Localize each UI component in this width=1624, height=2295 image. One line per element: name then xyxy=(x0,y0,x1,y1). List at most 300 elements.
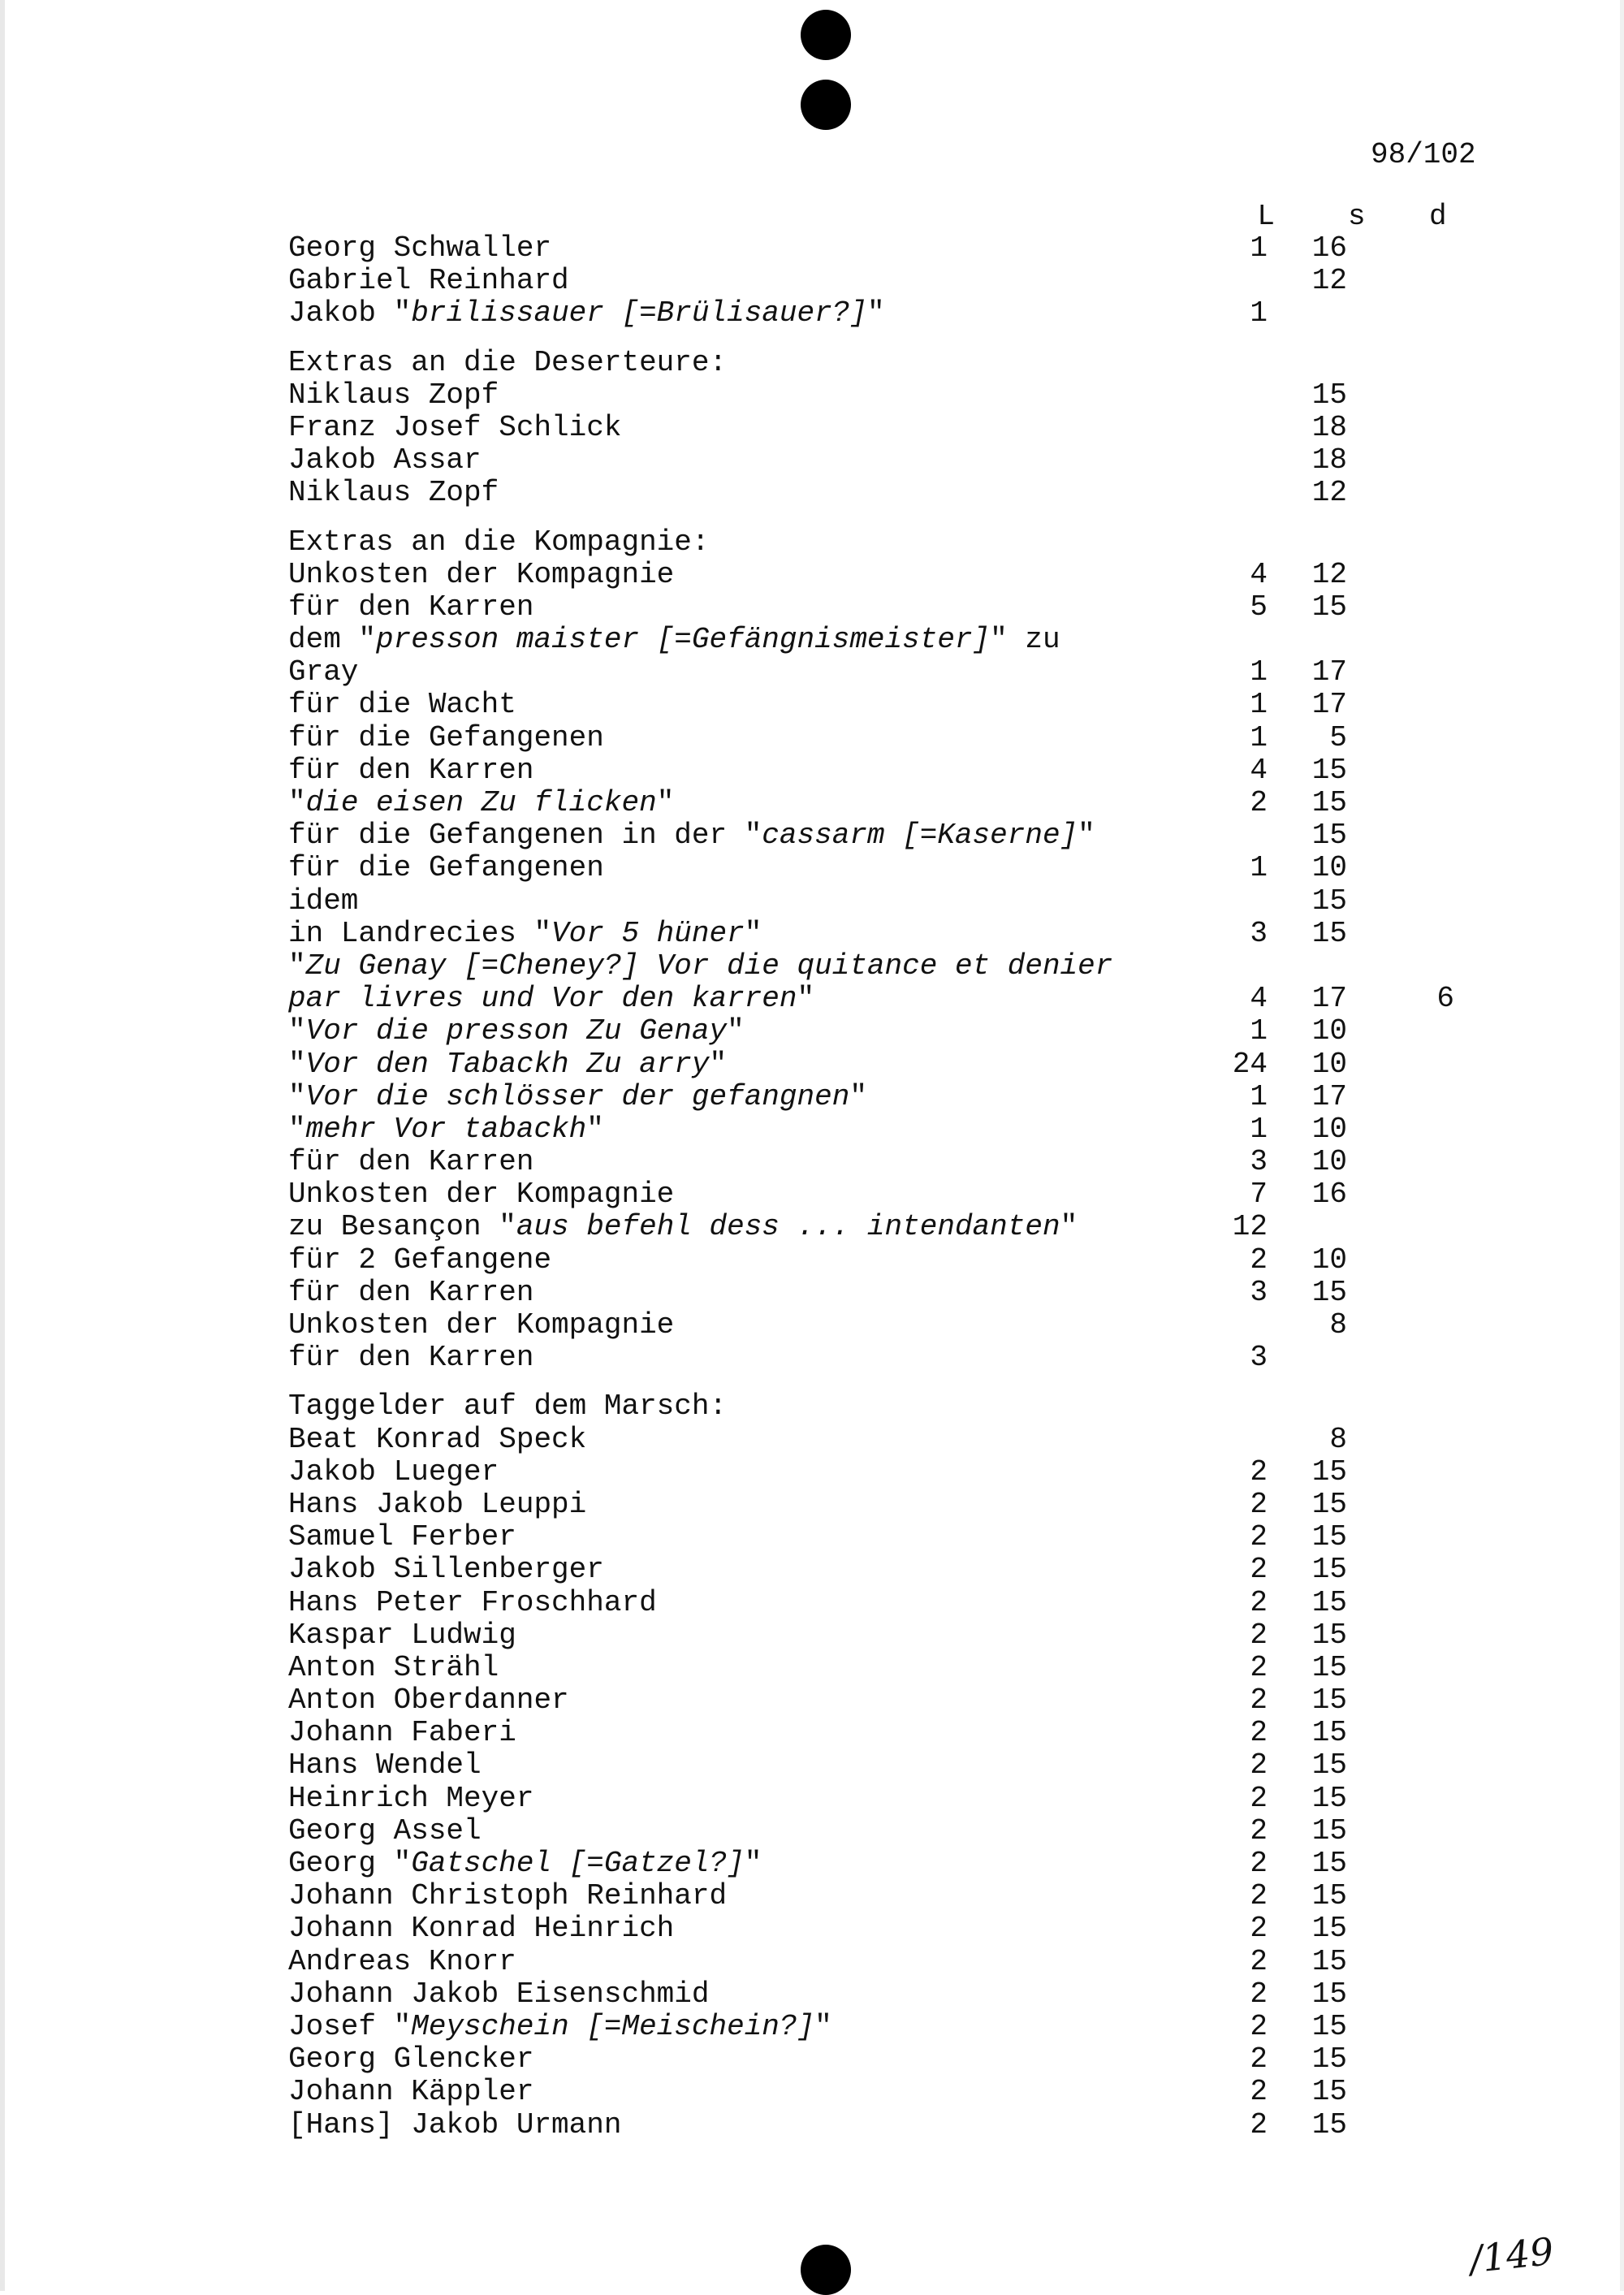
ledger-description xyxy=(288,1424,586,1456)
amount-sols: 10 xyxy=(1311,1014,1347,1048)
amount-livres: 2 xyxy=(1250,1813,1268,1848)
text-segment: Heinrich Meyer xyxy=(288,1781,534,1815)
amount-sols: 17 xyxy=(1311,1079,1347,1113)
amount-sols: 16 xyxy=(1311,1178,1347,1212)
ledger-row xyxy=(288,1554,1506,1586)
amount-livres: 2 xyxy=(1250,1553,1268,1587)
ledger-row xyxy=(288,689,1506,721)
quoted-text-italic: Vor die presson Zu Genay xyxy=(305,1014,728,1048)
ledger-description xyxy=(288,624,1060,656)
amount-livres: 1 xyxy=(1250,1112,1268,1146)
ledger-description xyxy=(288,1113,604,1146)
quoted-text-italic: Vor die schlösser der gefangnen xyxy=(305,1079,850,1113)
amount-sols: 15 xyxy=(1311,2009,1347,2043)
amount-livres: 2 xyxy=(1250,1487,1268,1521)
ledger-row xyxy=(288,2076,1506,2108)
ledger-row xyxy=(288,379,1506,412)
column-header-sols: s xyxy=(1348,200,1366,233)
amount-sols: 15 xyxy=(1311,884,1347,918)
text-segment: " xyxy=(709,1047,728,1081)
text-segment: für den Karren xyxy=(288,1341,534,1375)
text-segment: Gray xyxy=(288,655,359,689)
text-segment: Johann Konrad Heinrich xyxy=(288,1912,675,1946)
ledger-description xyxy=(288,444,482,477)
ledger-description xyxy=(288,265,569,297)
text-segment: " zu xyxy=(990,623,1060,657)
ledger-description xyxy=(288,1309,674,1342)
quoted-text-italic: Zu Genay [=Cheney?] Vor die quitance et denier xyxy=(305,949,1113,983)
text-segment: " xyxy=(288,949,306,983)
ledger-description xyxy=(288,918,762,950)
amount-livres: 2 xyxy=(1250,1944,1268,1978)
text-segment: " xyxy=(288,786,306,819)
amount-sols: 15 xyxy=(1311,1553,1347,1587)
ledger-row xyxy=(288,819,1506,852)
text-segment: Franz Josef Schlick xyxy=(288,410,622,444)
quoted-text-italic: brilissauer [=Brülisauer?] xyxy=(411,296,867,331)
amount-sols: 15 xyxy=(1311,1977,1347,2011)
amount-livres: 1 xyxy=(1250,851,1268,885)
amount-sols: 15 xyxy=(1311,1650,1347,1684)
amount-sols: 15 xyxy=(1311,2107,1347,2142)
amount-sols: 10 xyxy=(1311,851,1347,885)
text-segment: Georg Glencker xyxy=(288,2042,534,2077)
ledger-description xyxy=(288,1717,516,1749)
text-segment: " xyxy=(727,1014,745,1048)
scan-left-edge xyxy=(0,0,5,2291)
ledger-row xyxy=(288,885,1506,918)
text-segment: Johann Käppler xyxy=(288,2075,534,2109)
ledger-row xyxy=(288,1424,1506,1456)
amount-sols: 5 xyxy=(1329,720,1347,754)
text-segment: " xyxy=(849,1079,867,1113)
ledger-row xyxy=(288,787,1506,819)
quoted-text-italic: Vor den Tabackh Zu arry xyxy=(305,1047,710,1081)
text-segment: Jakob " xyxy=(288,296,412,331)
text-segment: " xyxy=(797,982,815,1016)
amount-livres: 2 xyxy=(1250,2075,1268,2109)
ledger-row xyxy=(288,950,1506,983)
ledger-row xyxy=(288,1178,1506,1211)
ledger-row xyxy=(288,1309,1506,1342)
ledger-description xyxy=(288,1815,482,1848)
ledger-description xyxy=(288,1390,727,1423)
amount-livres: 1 xyxy=(1250,296,1268,331)
text-segment: Kaspar Ludwig xyxy=(288,1618,516,1652)
text-segment: für den Karren xyxy=(288,1145,534,1179)
ledger-description xyxy=(288,412,621,444)
ledger-description xyxy=(288,1489,586,1521)
ledger-row xyxy=(288,1244,1506,1277)
amount-sols: 10 xyxy=(1311,1243,1347,1277)
quoted-text-italic: par livres und Vor den karren xyxy=(288,982,797,1016)
ledger-description xyxy=(288,1521,516,1554)
column-header-livres: L xyxy=(1257,200,1275,233)
ledger-description xyxy=(288,950,1112,983)
text-segment: Taggelder auf dem Marsch: xyxy=(288,1390,728,1424)
amount-sols: 15 xyxy=(1311,1748,1347,1783)
currency-column-headers xyxy=(1137,200,1494,232)
amount-sols: 15 xyxy=(1311,1585,1347,1619)
punch-hole-top-1 xyxy=(801,10,851,60)
ledger-description xyxy=(288,885,358,918)
ledger-description xyxy=(288,2043,533,2076)
amount-livres: 2 xyxy=(1250,786,1268,819)
ledger-row xyxy=(288,1880,1506,1912)
text-segment: für die Gefangenen xyxy=(288,851,604,885)
text-segment: Niklaus Zopf xyxy=(288,476,499,510)
text-segment: Johann Faberi xyxy=(288,1716,516,1750)
ledger-description xyxy=(288,1554,604,1586)
amount-livres: 2 xyxy=(1250,1683,1268,1718)
ledger-row xyxy=(288,412,1506,444)
text-segment: " xyxy=(288,1014,306,1048)
ledger-description xyxy=(288,379,499,412)
amount-sols: 15 xyxy=(1311,1813,1347,1848)
amount-livres: 2 xyxy=(1250,1618,1268,1652)
amount-sols: 15 xyxy=(1311,1275,1347,1309)
text-segment: " xyxy=(288,1079,306,1113)
ledger-row xyxy=(288,1146,1506,1178)
text-segment: Niklaus Zopf xyxy=(288,378,499,412)
amount-livres: 24 xyxy=(1232,1047,1268,1081)
text-segment: Jakob Sillenberger xyxy=(288,1553,604,1587)
ledger-row xyxy=(288,559,1506,591)
amount-livres: 2 xyxy=(1250,2009,1268,2043)
amount-livres: 2 xyxy=(1250,1847,1268,1880)
amount-livres: 1 xyxy=(1250,720,1268,754)
amount-sols: 15 xyxy=(1311,2075,1347,2109)
amount-sols: 17 xyxy=(1311,688,1347,722)
amount-livres: 2 xyxy=(1250,2042,1268,2077)
amount-livres: 2 xyxy=(1250,1748,1268,1783)
amount-livres: 1 xyxy=(1250,655,1268,689)
ledger-description xyxy=(288,1978,709,2011)
ledger-row xyxy=(288,526,1506,559)
text-segment: Hans Wendel xyxy=(288,1748,482,1783)
ledger-row xyxy=(288,722,1506,754)
amount-livres: 4 xyxy=(1250,753,1268,787)
amount-sols: 18 xyxy=(1311,410,1347,444)
ledger-description xyxy=(288,656,358,689)
text-segment: für den Karren xyxy=(288,753,534,787)
quoted-text-italic: Meyschein [=Meischein?] xyxy=(411,2009,815,2043)
ledger-row xyxy=(288,2043,1506,2076)
amount-livres: 2 xyxy=(1250,1585,1268,1619)
amount-livres: 4 xyxy=(1250,557,1268,591)
punch-hole-bottom xyxy=(801,2245,851,2295)
amount-sols: 15 xyxy=(1311,753,1347,787)
text-segment: Anton Strähl xyxy=(288,1650,499,1684)
ledger-row xyxy=(288,656,1506,689)
amount-livres: 3 xyxy=(1250,1145,1268,1179)
text-segment: dem " xyxy=(288,623,377,657)
ledger-row xyxy=(288,1749,1506,1782)
text-segment: " xyxy=(288,1047,306,1081)
ledger-row xyxy=(288,1015,1506,1048)
amount-sols: 15 xyxy=(1311,1520,1347,1554)
ledger-row xyxy=(288,1848,1506,1880)
amount-livres: 4 xyxy=(1250,982,1268,1016)
ledger-description xyxy=(288,1015,745,1048)
ledger-description xyxy=(288,1652,499,1684)
text-segment: " xyxy=(1078,819,1095,853)
text-segment: für die Gefangenen in der " xyxy=(288,819,762,853)
ledger-row xyxy=(288,2011,1506,2043)
amount-sols: 15 xyxy=(1311,819,1347,853)
amount-livres: 2 xyxy=(1250,1716,1268,1750)
text-segment: Gabriel Reinhard xyxy=(288,264,569,298)
amount-livres: 1 xyxy=(1250,231,1268,265)
ledger-description xyxy=(288,983,814,1015)
ledger-description xyxy=(288,1211,1078,1243)
ledger-row xyxy=(288,1587,1506,1619)
ledger-entries xyxy=(288,232,1506,2142)
ledger-description xyxy=(288,1587,657,1619)
amount-sols: 15 xyxy=(1311,2042,1347,2077)
amount-livres: 2 xyxy=(1250,1454,1268,1489)
ledger-description xyxy=(288,232,551,265)
text-segment: Samuel Ferber xyxy=(288,1520,516,1554)
text-segment: für 2 Gefangene xyxy=(288,1243,552,1277)
amount-livres: 2 xyxy=(1250,1879,1268,1913)
amount-sols: 12 xyxy=(1311,557,1347,591)
ledger-row xyxy=(288,2109,1506,2142)
ledger-row xyxy=(288,1717,1506,1749)
ledger-description xyxy=(288,689,516,721)
ledger-row xyxy=(288,1342,1506,1374)
amount-livres: 1 xyxy=(1250,688,1268,722)
text-segment: Georg Schwaller xyxy=(288,231,552,265)
text-segment: Hans Jakob Leuppi xyxy=(288,1487,587,1521)
ledger-description xyxy=(288,1783,533,1815)
text-segment: [Hans] Jakob Urmann xyxy=(288,2107,622,2142)
ledger-description xyxy=(288,1178,674,1211)
amount-sols: 17 xyxy=(1311,655,1347,689)
ledger-row xyxy=(288,983,1506,1015)
ledger-row xyxy=(288,1783,1506,1815)
amount-sols: 15 xyxy=(1311,1487,1347,1521)
page-number: 98/102 xyxy=(1371,138,1476,171)
quoted-text-italic: Vor 5 hüner xyxy=(551,916,745,950)
ledger-description xyxy=(288,1244,551,1277)
text-segment: in Landrecies " xyxy=(288,916,552,950)
text-segment: " xyxy=(744,1847,762,1880)
text-segment: Georg " xyxy=(288,1847,412,1880)
ledger-description xyxy=(288,2076,533,2108)
text-segment: Extras an die Deserteure: xyxy=(288,345,728,379)
amount-sols: 10 xyxy=(1311,1145,1347,1179)
amount-sols: 15 xyxy=(1311,916,1347,950)
ledger-description xyxy=(288,1749,482,1782)
amount-sols: 10 xyxy=(1311,1112,1347,1146)
ledger-description xyxy=(288,852,604,884)
ledger-row xyxy=(288,1619,1506,1652)
text-segment: Jakob Lueger xyxy=(288,1454,499,1489)
ledger-description xyxy=(288,1342,533,1374)
amount-livres: 3 xyxy=(1250,916,1268,950)
ledger-row xyxy=(288,918,1506,950)
ledger-row xyxy=(288,1652,1506,1684)
text-segment: zu Besançon " xyxy=(288,1210,516,1244)
amount-sols: 15 xyxy=(1311,1781,1347,1815)
punch-hole-top-2 xyxy=(801,80,851,130)
ledger-row xyxy=(288,1456,1506,1489)
quoted-text-italic: cassarm [=Kaserne] xyxy=(762,819,1078,853)
amount-sols: 8 xyxy=(1329,1308,1347,1342)
text-segment: " xyxy=(744,916,762,950)
ledger-row xyxy=(288,1521,1506,1554)
ledger-description xyxy=(288,526,709,559)
ledger-row xyxy=(288,1113,1506,1146)
quoted-text-italic: aus befehl dess ... intendanten xyxy=(516,1210,1060,1244)
amount-livres: 12 xyxy=(1232,1210,1268,1244)
ledger-row xyxy=(288,1390,1506,1423)
amount-sols: 16 xyxy=(1311,231,1347,265)
text-segment: für die Gefangenen xyxy=(288,720,604,754)
ledger-description xyxy=(288,1146,533,1178)
ledger-row xyxy=(288,1277,1506,1309)
text-segment: Hans Peter Froschhard xyxy=(288,1585,657,1619)
text-segment: " xyxy=(866,296,885,331)
ledger-description xyxy=(288,1880,727,1912)
text-segment: Unkosten der Kompagnie xyxy=(288,1178,675,1212)
ledger-row xyxy=(288,591,1506,624)
text-segment: Unkosten der Kompagnie xyxy=(288,1308,675,1342)
ledger-row xyxy=(288,624,1506,656)
amount-livres: 2 xyxy=(1250,1243,1268,1277)
amount-sols: 12 xyxy=(1311,264,1347,298)
text-segment: " xyxy=(656,786,675,819)
amount-sols: 15 xyxy=(1311,1454,1347,1489)
amount-sols: 8 xyxy=(1329,1422,1347,1456)
ledger-description xyxy=(288,722,604,754)
amount-livres: 2 xyxy=(1250,2107,1268,2142)
ledger-description xyxy=(288,559,674,591)
quoted-text-italic: presson maister [=Gefängnismeister] xyxy=(376,623,991,657)
handwritten-folio-number: /149 xyxy=(1467,2228,1556,2282)
ledger-description xyxy=(288,1277,533,1309)
amount-sols: 10 xyxy=(1311,1047,1347,1081)
ledger-description xyxy=(288,2011,832,2043)
amount-livres: 2 xyxy=(1250,1912,1268,1946)
amount-sols: 15 xyxy=(1311,378,1347,412)
text-segment: Johann Jakob Eisenschmid xyxy=(288,1977,710,2011)
amount-livres: 1 xyxy=(1250,1014,1268,1048)
ledger-description xyxy=(288,297,885,330)
ledger-row xyxy=(288,1048,1506,1081)
text-segment: Jakob Assar xyxy=(288,443,482,478)
amount-livres: 2 xyxy=(1250,1977,1268,2011)
ledger-row xyxy=(288,265,1506,297)
amount-sols: 15 xyxy=(1311,1912,1347,1946)
amount-livres: 3 xyxy=(1250,1341,1268,1375)
amount-sols: 15 xyxy=(1311,1716,1347,1750)
amount-livres: 2 xyxy=(1250,1520,1268,1554)
text-segment: idem xyxy=(288,884,359,918)
ledger-row xyxy=(288,1081,1506,1113)
text-segment: Unkosten der Kompagnie xyxy=(288,557,675,591)
ledger-row xyxy=(288,477,1506,509)
ledger-row xyxy=(288,297,1506,330)
amount-sols: 15 xyxy=(1311,1847,1347,1880)
quoted-text-italic: mehr Vor tabackh xyxy=(305,1112,587,1146)
ledger-description xyxy=(288,1619,516,1652)
ledger-description xyxy=(288,1048,727,1081)
text-segment: für den Karren xyxy=(288,590,534,624)
amount-livres: 3 xyxy=(1250,1275,1268,1309)
amount-sols: 15 xyxy=(1311,1879,1347,1913)
ledger-description xyxy=(288,787,674,819)
text-segment: Anton Oberdanner xyxy=(288,1683,569,1718)
ledger-row xyxy=(288,754,1506,787)
ledger-description xyxy=(288,477,499,509)
amount-sols: 15 xyxy=(1311,1944,1347,1978)
amount-livres: 2 xyxy=(1250,1781,1268,1815)
ledger-description xyxy=(288,1946,516,1978)
text-segment: Andreas Knorr xyxy=(288,1944,516,1978)
amount-deniers: 6 xyxy=(1436,982,1454,1016)
ledger-row xyxy=(288,232,1506,265)
text-segment: für die Wacht xyxy=(288,688,516,722)
amount-sols: 12 xyxy=(1311,476,1347,510)
amount-livres: 5 xyxy=(1250,590,1268,624)
quoted-text-italic: die eisen Zu flicken xyxy=(305,786,657,819)
ledger-description xyxy=(288,1684,569,1717)
text-segment: Georg Assel xyxy=(288,1813,482,1848)
ledger-description xyxy=(288,347,727,379)
ledger-row xyxy=(288,347,1506,379)
amount-livres: 1 xyxy=(1250,1079,1268,1113)
ledger-row xyxy=(288,444,1506,477)
ledger-row xyxy=(288,1815,1506,1848)
text-segment: Beat Konrad Speck xyxy=(288,1422,587,1456)
quoted-text-italic: Gatschel [=Gatzel?] xyxy=(411,1847,745,1880)
scan-right-edge xyxy=(1620,0,1624,2291)
ledger-description xyxy=(288,1848,762,1880)
amount-sols: 15 xyxy=(1311,1683,1347,1718)
ledger-description xyxy=(288,819,1095,852)
text-segment: " xyxy=(586,1112,604,1146)
amount-sols: 15 xyxy=(1311,786,1347,819)
ledger-row xyxy=(288,1489,1506,1521)
amount-livres: 7 xyxy=(1250,1178,1268,1212)
ledger-row xyxy=(288,1211,1506,1243)
ledger-row xyxy=(288,1978,1506,2011)
amount-sols: 15 xyxy=(1311,590,1347,624)
text-segment: für den Karren xyxy=(288,1275,534,1309)
amount-sols: 15 xyxy=(1311,1618,1347,1652)
ledger-description xyxy=(288,591,533,624)
ledger-description xyxy=(288,2109,621,2142)
amount-sols: 17 xyxy=(1311,982,1347,1016)
ledger-description xyxy=(288,1456,499,1489)
ledger-row xyxy=(288,1912,1506,1945)
ledger-row xyxy=(288,1946,1506,1978)
amount-livres: 2 xyxy=(1250,1650,1268,1684)
text-segment: Extras an die Kompagnie: xyxy=(288,525,710,559)
column-header-deniers: d xyxy=(1429,200,1447,233)
ledger-description xyxy=(288,1912,674,1945)
ledger-description xyxy=(288,754,533,787)
amount-sols: 18 xyxy=(1311,443,1347,478)
text-segment: " xyxy=(288,1112,306,1146)
text-segment: Johann Christoph Reinhard xyxy=(288,1879,728,1913)
ledger-row xyxy=(288,852,1506,884)
ledger-row xyxy=(288,1684,1506,1717)
text-segment: " xyxy=(1060,1210,1078,1244)
text-segment: Josef " xyxy=(288,2009,412,2043)
